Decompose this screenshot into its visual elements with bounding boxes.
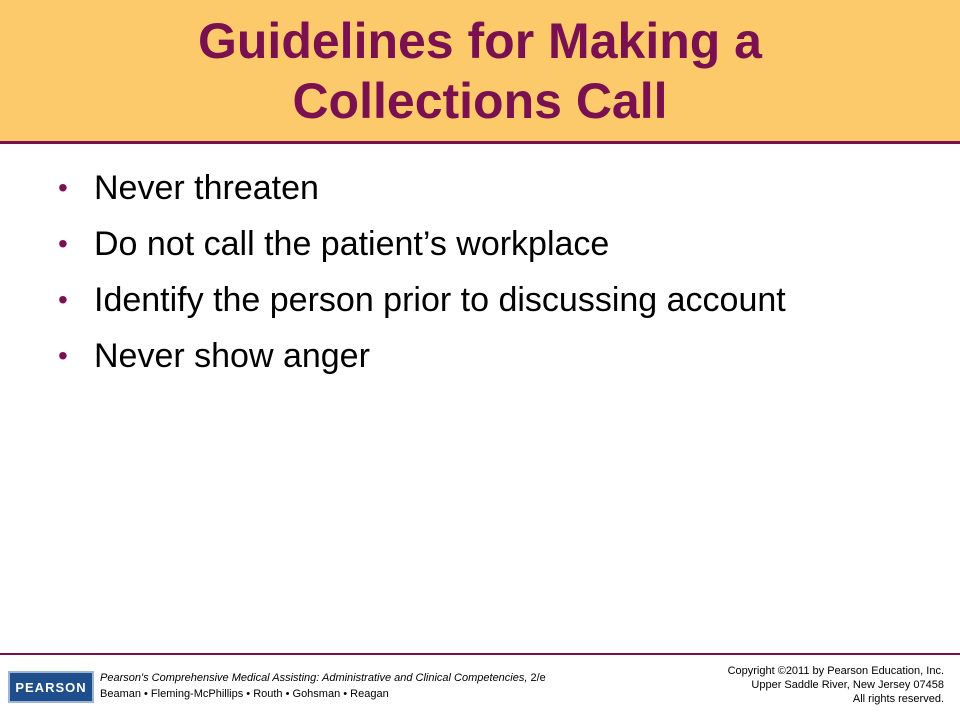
bullet-text: Never show anger <box>94 337 370 375</box>
bullet-list <box>58 168 918 392</box>
bullet-icon: • <box>58 340 68 371</box>
title-band <box>0 0 960 144</box>
footer-book-title: Pearson's Comprehensive Medical Assisting: Administrative and Clinical Competencies, <box>100 672 528 684</box>
bullet-text: Never threaten <box>94 169 319 207</box>
bullet-icon: • <box>58 172 68 203</box>
copyright-line-2: Upper Saddle River, New Jersey 07458 <box>751 679 944 691</box>
bullet-text: Do not call the patient’s workplace <box>94 225 610 263</box>
copyright-line-3: All rights reserved. <box>852 693 944 705</box>
slide-title-line-1: Guidelines for Making a <box>198 12 762 69</box>
bullet-item <box>58 280 918 320</box>
footer-edition: 2/e <box>527 672 546 684</box>
pearson-logo <box>8 671 94 703</box>
bullet-item <box>58 168 918 208</box>
copyright-line-1: Copyright ©2011 by Pearson Education, Inc. <box>727 665 944 677</box>
bullet-icon: • <box>58 228 68 259</box>
slide-title-line-2: Collections Call <box>292 72 668 129</box>
bullet-item <box>58 336 918 376</box>
footer-authors: Beaman • Fleming-McPhillips • Routh • Gohsman • Reagan <box>100 688 389 700</box>
bullet-icon: • <box>58 284 68 315</box>
footer-book-title-line <box>100 670 546 686</box>
bullet-text: Identify the person prior to discussing account <box>94 281 786 319</box>
bullet-item <box>58 224 918 264</box>
pearson-logo-text: PEARSON <box>15 679 87 695</box>
footer-copyright <box>728 664 944 706</box>
footer-book-info <box>100 670 546 702</box>
footer-divider <box>0 653 960 655</box>
